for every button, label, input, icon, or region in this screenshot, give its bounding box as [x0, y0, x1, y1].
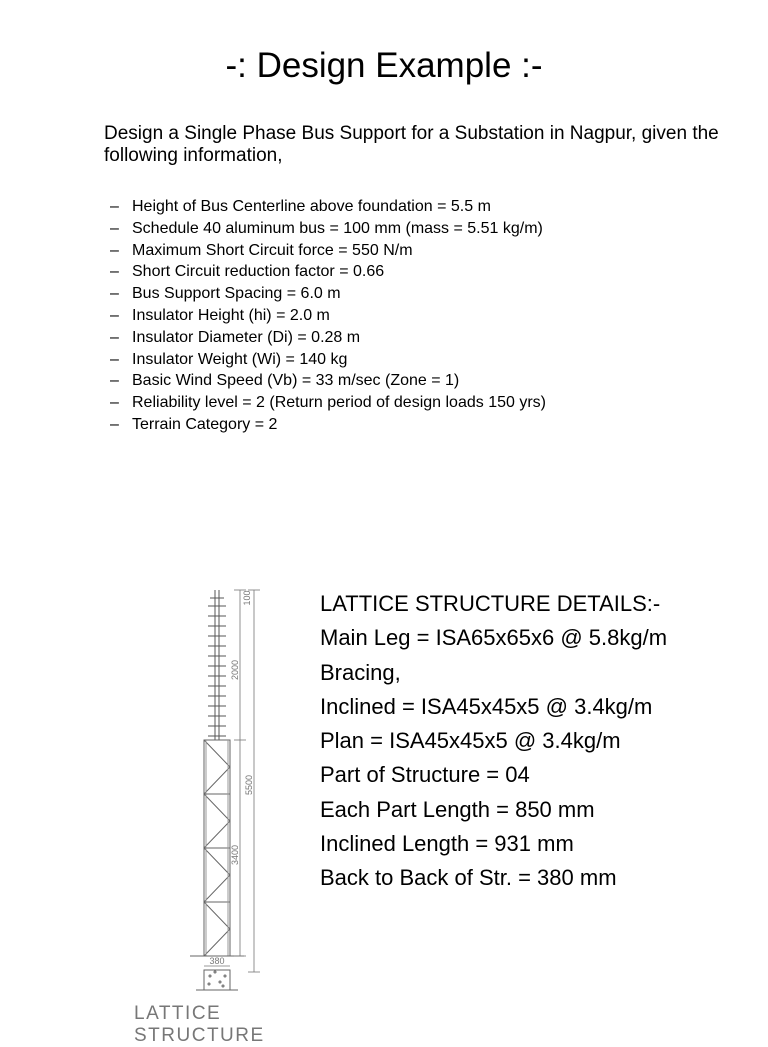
details-line: Part of Structure = 04: [320, 762, 530, 788]
list-item: [110, 414, 730, 436]
list-item-text: Terrain Category = 2: [132, 415, 278, 433]
bullet: –: [110, 415, 119, 433]
list-item-text: Height of Bus Centerline above foundation = 5.5 m: [132, 198, 491, 215]
list-item: [110, 240, 730, 262]
given-information-list: [110, 196, 730, 436]
lattice-structure-drawing: [120, 580, 320, 1024]
bullet: –: [110, 350, 119, 368]
details-line: Plan = ISA45x45x5 @ 3.4kg/m: [320, 728, 621, 754]
details-line: Bracing,: [320, 659, 401, 685]
bullet: –: [110, 306, 119, 324]
list-item-text: Insulator Weight (Wi) = 140 kg: [132, 350, 348, 368]
bullet: –: [110, 285, 119, 303]
details-line: Back to Back of Str. = 380 mm: [320, 865, 617, 891]
list-item: [110, 327, 730, 349]
details-line: Inclined = ISA45x45x5 @ 3.4kg/m: [320, 693, 653, 719]
insulator-stack: [208, 590, 226, 740]
list-item-text: Schedule 40 aluminum bus = 100 mm (mass = 5.51 kg/m): [132, 219, 543, 237]
bullet: –: [110, 263, 119, 281]
dim-total-label: 5500: [244, 774, 254, 796]
list-item: [110, 196, 730, 218]
list-item: [110, 392, 730, 414]
details-line: Each Part Length = 850 mm: [320, 796, 595, 822]
list-item: [110, 261, 730, 283]
lattice-details: [320, 587, 760, 896]
list-item-text: Short Circuit reduction factor = 0.66: [132, 263, 385, 281]
list-item: [110, 370, 730, 392]
problem-statement: Design a Single Phase Bus Support for a Substation in Nagpur, given the following information,: [104, 123, 719, 166]
dim-base-label: 380: [209, 956, 225, 966]
dim-insulator-label: 2000: [230, 659, 240, 681]
list-item-text: Maximum Short Circuit force = 550 N/m: [132, 241, 413, 259]
bullet: –: [110, 394, 119, 412]
details-line: Inclined Length = 931 mm: [320, 831, 574, 857]
drawing-caption: LATTICE STRUCTURE: [134, 1003, 265, 1046]
list-item-text: Insulator Diameter (Di) = 0.28 m: [132, 328, 361, 346]
list-item: [110, 283, 730, 305]
list-item-text: Reliability level = 2 (Return period of design loads 150 yrs): [132, 394, 546, 412]
list-item-text: Insulator Height (hi) = 2.0 m: [132, 306, 330, 324]
details-line: Main Leg = ISA65x65x6 @ 5.8kg/m: [320, 625, 668, 651]
list-item: [110, 218, 730, 240]
bullet: –: [110, 372, 119, 390]
bullet: –: [110, 241, 119, 259]
list-item-text: Basic Wind Speed (Vb) = 33 m/sec (Zone = 1): [132, 372, 460, 390]
dim-lattice-label: 3400: [230, 844, 240, 866]
details-heading: LATTICE STRUCTURE DETAILS:-: [320, 591, 661, 616]
dim-top-label: 100: [242, 590, 252, 606]
list-item: [110, 349, 730, 371]
list-item: [110, 305, 730, 327]
lattice-body: [204, 740, 230, 956]
bullet: –: [110, 198, 119, 215]
bullet: –: [110, 219, 119, 237]
list-item-text: Bus Support Spacing = 6.0 m: [132, 285, 341, 303]
bullet: –: [110, 328, 119, 346]
page-title: -: Design Example :-: [225, 46, 543, 85]
